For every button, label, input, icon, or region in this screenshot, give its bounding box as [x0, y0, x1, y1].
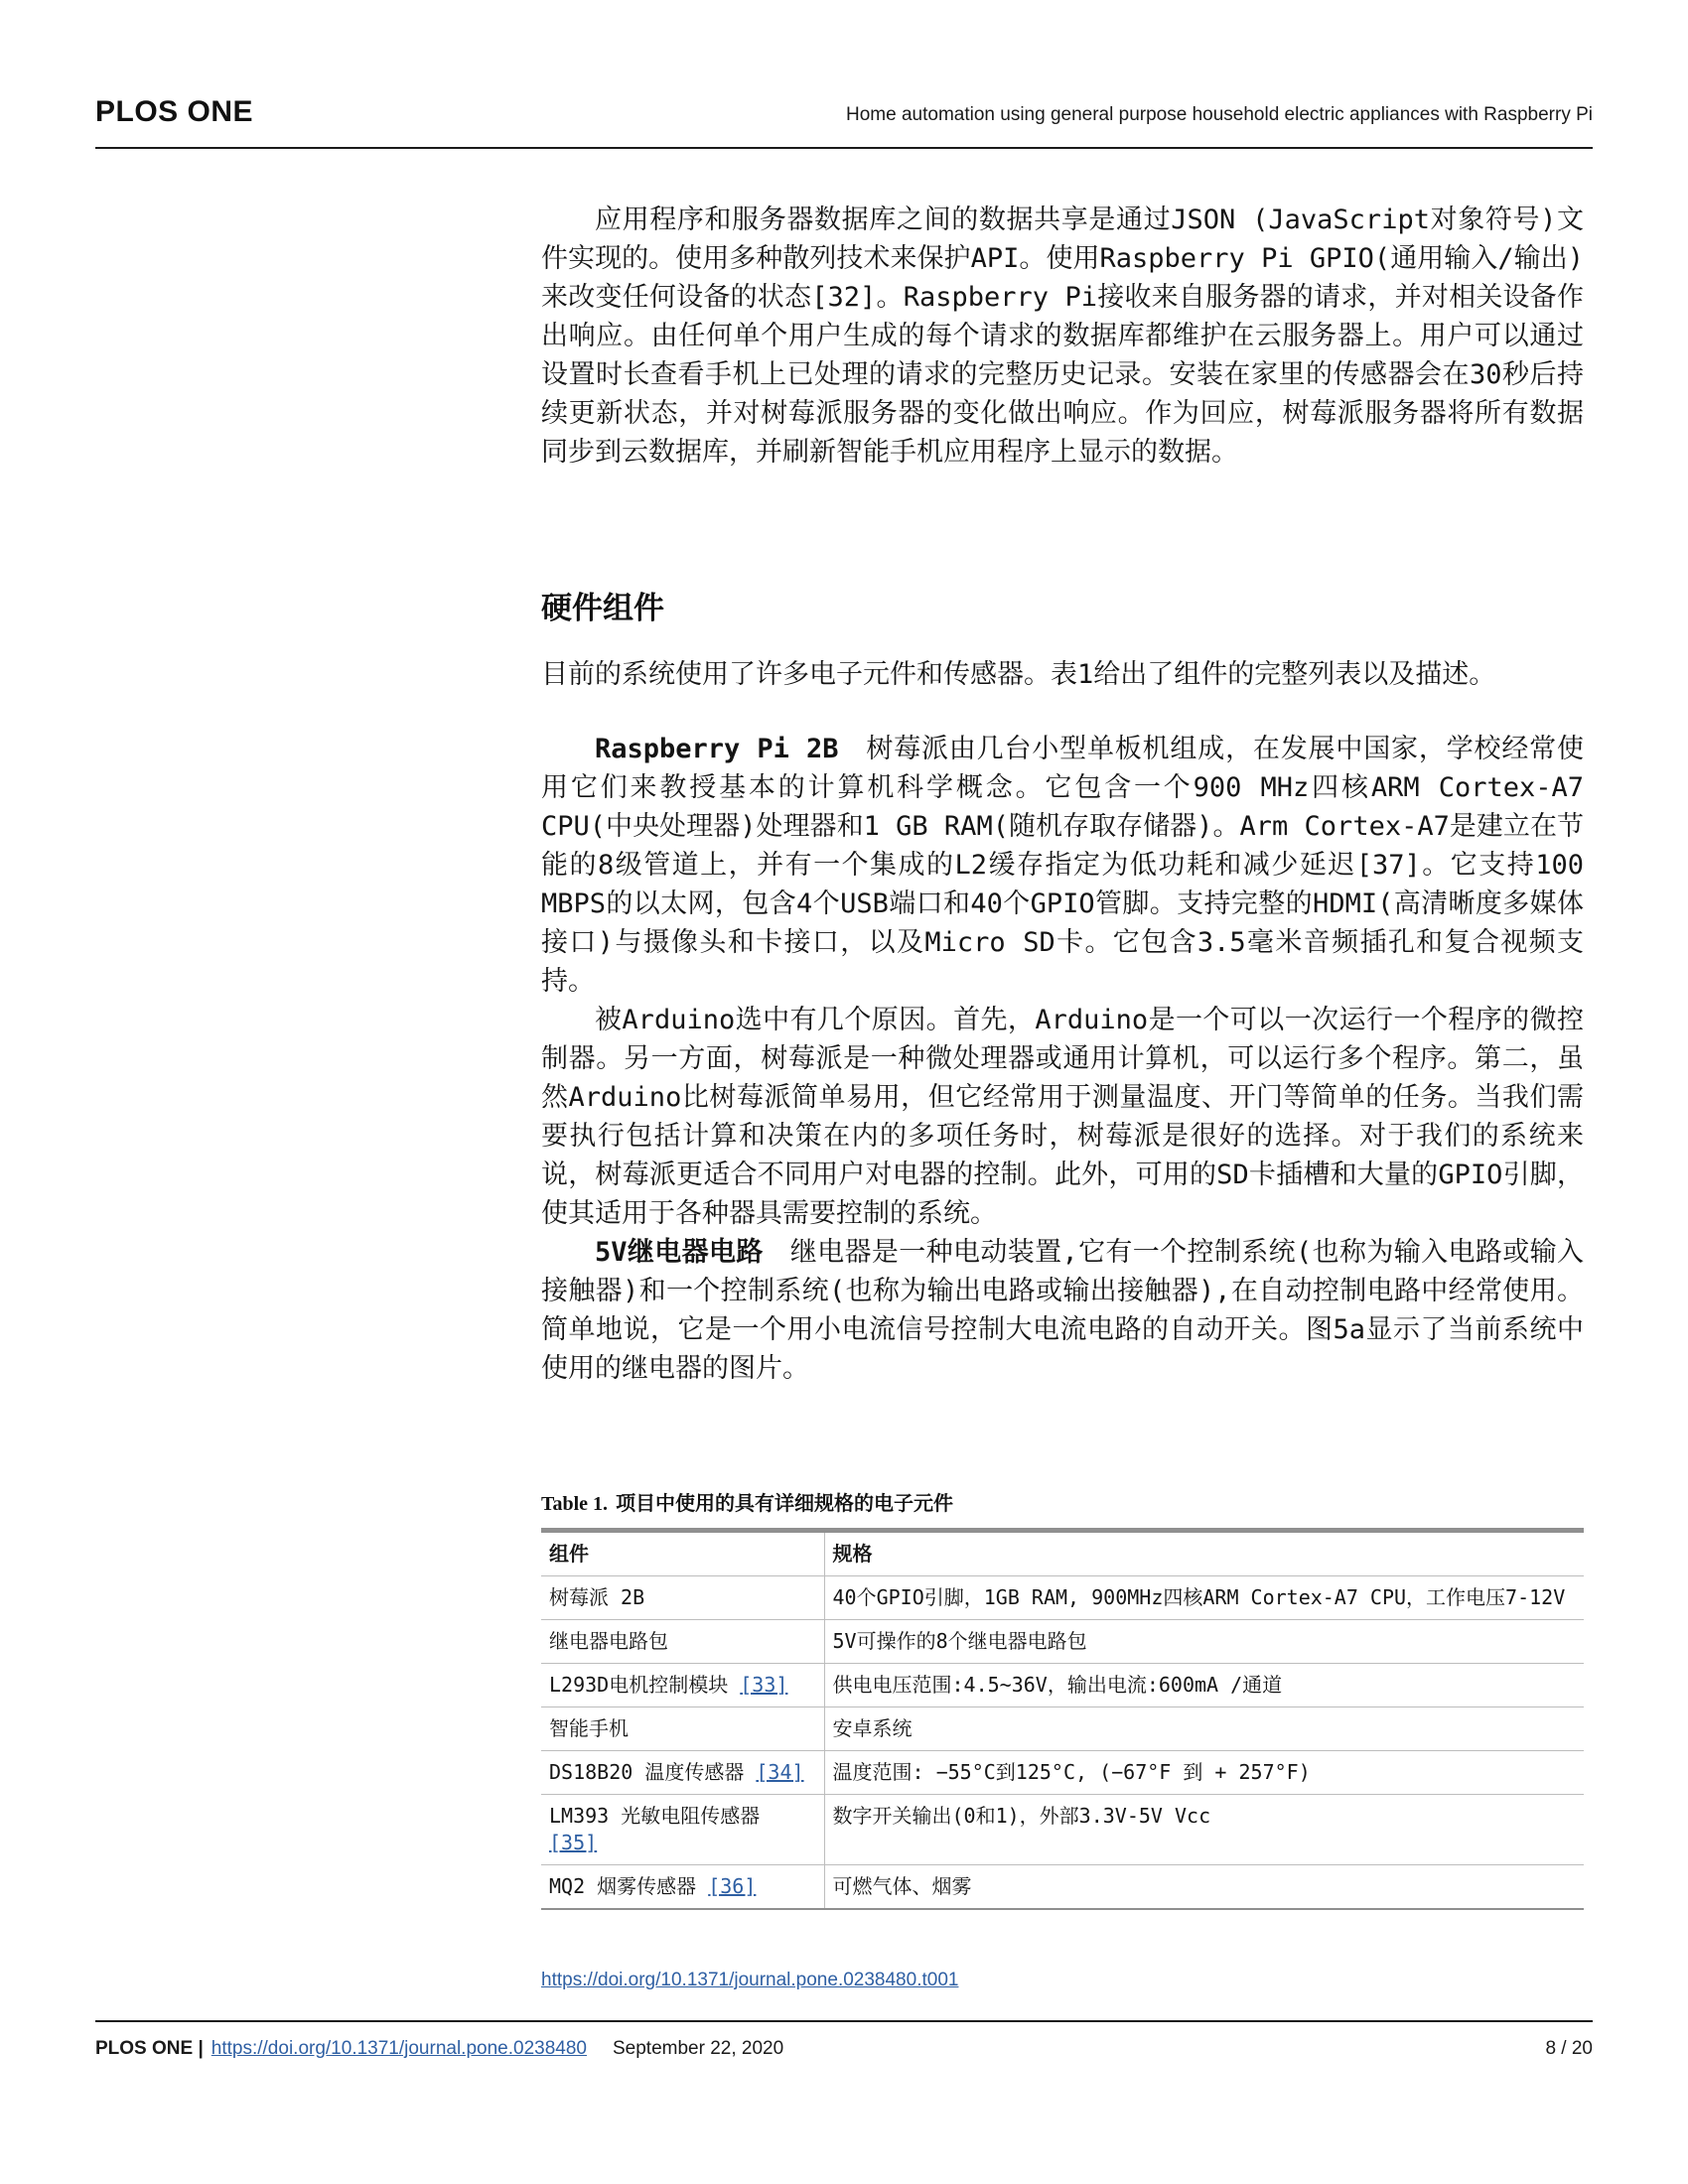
- component-spec: 数字开关输出(0和1)，外部3.3V-5V Vcc: [824, 1795, 1584, 1865]
- footer-journal-name: PLOS ONE |: [95, 2038, 204, 2059]
- table-row: [541, 1707, 1584, 1751]
- paragraph-lead-raspberry-pi-2b: Raspberry Pi 2B: [595, 734, 839, 764]
- component-spec: 40个GPIO引脚，1GB RAM, 900MHz四核ARM Cortex-A7 CPU，工作电压7-12V: [824, 1576, 1584, 1620]
- footer-date: September 22, 2020: [612, 2038, 784, 2059]
- paragraph-lead-5v-relay: 5V继电器电路: [595, 1237, 764, 1268]
- column-header-spec: 规格: [824, 1531, 1584, 1576]
- component-name: 智能手机: [549, 1716, 629, 1740]
- article-body: [541, 201, 1584, 1991]
- components-table: [541, 1528, 1584, 1910]
- section-heading-hardware-components: 硬件组件: [541, 591, 664, 626]
- reference-link-33[interactable]: [33]: [740, 1673, 788, 1697]
- component-name: 继电器电路包: [549, 1629, 668, 1653]
- reference-link-36[interactable]: [36]: [708, 1874, 757, 1898]
- table-caption-text: 项目中使用的具有详细规格的电子元件: [616, 1491, 954, 1515]
- paragraph-data-sharing: 应用程序和服务器数据库之间的数据共享是通过JSON (JavaScript对象符号)文件实现的。使用多种散列技术来保护API。使用Raspberry Pi GPIO(通用输入/输出)来改变任何设备的状态[32]。Raspberry Pi接收来自服务器的请求，并对相关设备作出响应。由任何单个用户生成的每个请求的数据库都维护在云服务器上。用户可以通过设置时长查看手机上已处理的请求的完整历史记录。安装在家里的传感器会在30秒后持续更新状态，并对树莓派服务器的变化做出响应。作为回应，树莓派服务器将所有数据同步到云数据库，并刷新智能手机应用程序上显示的数据。: [541, 205, 1584, 468]
- reference-link-34[interactable]: [34]: [756, 1760, 804, 1784]
- paragraph-arduino-comparison: 被Arduino选中有几个原因。首先，Arduino是一个可以一次运行一个程序的微控制器。另一方面，树莓派是一种微处理器或通用计算机，可以运行多个程序。第二，虽然Arduino比树莓派简单易用，但它经常用于测量温度、开门等简单的任务。当我们需要执行包括计算和决策在内的多项任务时，树莓派是很好的选择。对于我们的系统来说，树莓派更适合不同用户对电器的控制。此外，可用的SD卡插槽和大量的GPIO引脚，使其适用于各种器具需要控制的系统。: [541, 1005, 1584, 1229]
- paragraph-relay-circuit: [541, 1233, 1584, 1388]
- paragraph-relay-circuit-text: 继电器是一种电动装置,它有一个控制系统(也称为输入电路或输入接触器)和一个控制系统(也称为输出电路或输出接触器),在自动控制电路中经常使用。简单地说，它是一个用小电流信号控制大电流电路的自动开关。图5a显示了当前系统中使用的继电器的图片。: [541, 1237, 1584, 1384]
- component-spec: 可燃气体、烟雾: [824, 1865, 1584, 1910]
- journal-logo: PLOS ONE: [95, 95, 254, 128]
- component-name: DS18B20 温度传感器: [549, 1760, 745, 1784]
- component-name: L293D电机控制模块: [549, 1673, 729, 1697]
- table-row: [541, 1664, 1584, 1707]
- column-header-component: 组件: [541, 1531, 824, 1576]
- table-row: [541, 1865, 1584, 1910]
- component-spec: 5V可操作的8个继电器电路包: [824, 1620, 1584, 1664]
- component-name: LM393 光敏电阻传感器: [549, 1804, 761, 1828]
- reference-link-35[interactable]: [35]: [549, 1831, 598, 1854]
- component-spec: 温度范围: −55°C到125°C, (−67°F 到 + 257°F): [824, 1751, 1584, 1795]
- table-caption: [541, 1487, 1584, 1516]
- table-1-block: [541, 1487, 1584, 1991]
- table-row: [541, 1795, 1584, 1865]
- component-name: MQ2 烟雾传感器: [549, 1874, 697, 1898]
- page-number: 8 / 20: [1545, 2038, 1593, 2059]
- table-row: [541, 1576, 1584, 1620]
- table-row: [541, 1620, 1584, 1664]
- component-spec: 安卓系统: [824, 1707, 1584, 1751]
- footer-doi-link[interactable]: https://doi.org/10.1371/journal.pone.0238480: [211, 2038, 587, 2059]
- running-title: Home automation using general purpose household electric appliances with Raspberry Pi: [846, 104, 1593, 125]
- page-footer: [95, 2020, 1593, 2060]
- table-caption-label: Table 1.: [541, 1493, 609, 1515]
- component-spec: 供电电压范围:4.5~36V，输出电流:600mA /通道: [824, 1664, 1584, 1707]
- paragraph-components-intro: 目前的系统使用了许多电子元件和传感器。表1给出了组件的完整列表以及描述。: [541, 659, 1496, 690]
- footer-citation: [95, 2038, 783, 2060]
- component-name: 树莓派 2B: [549, 1585, 645, 1609]
- page-header: [95, 0, 1593, 149]
- paragraph-raspberry-pi-text: 树莓派由几台小型单板机组成，在发展中国家，学校经常使用它们来教授基本的计算机科学概念。它包含一个900 MHz四核ARM Cortex-A7 CPU(中央处理器)处理器和1 GB RAM(随机存取存储器)。Arm Cortex-A7是建立在节能的8级管道上，并有一个集成的L2缓存指定为低功耗和减少延迟[37]。它支持100 MBPS的以太网，包含4个USB端口和40个GPIO管脚。支持完整的HDMI(高清晰度多媒体接口)与摄像头和卡接口，以及Micro SD卡。它包含3.5毫米音频插孔和复合视频支持。: [541, 734, 1585, 997]
- paragraph-raspberry-pi: [541, 730, 1584, 1001]
- table-row: [541, 1751, 1584, 1795]
- table-doi-link[interactable]: https://doi.org/10.1371/journal.pone.0238480.t001: [541, 1970, 959, 1990]
- table-header-row: [541, 1531, 1584, 1576]
